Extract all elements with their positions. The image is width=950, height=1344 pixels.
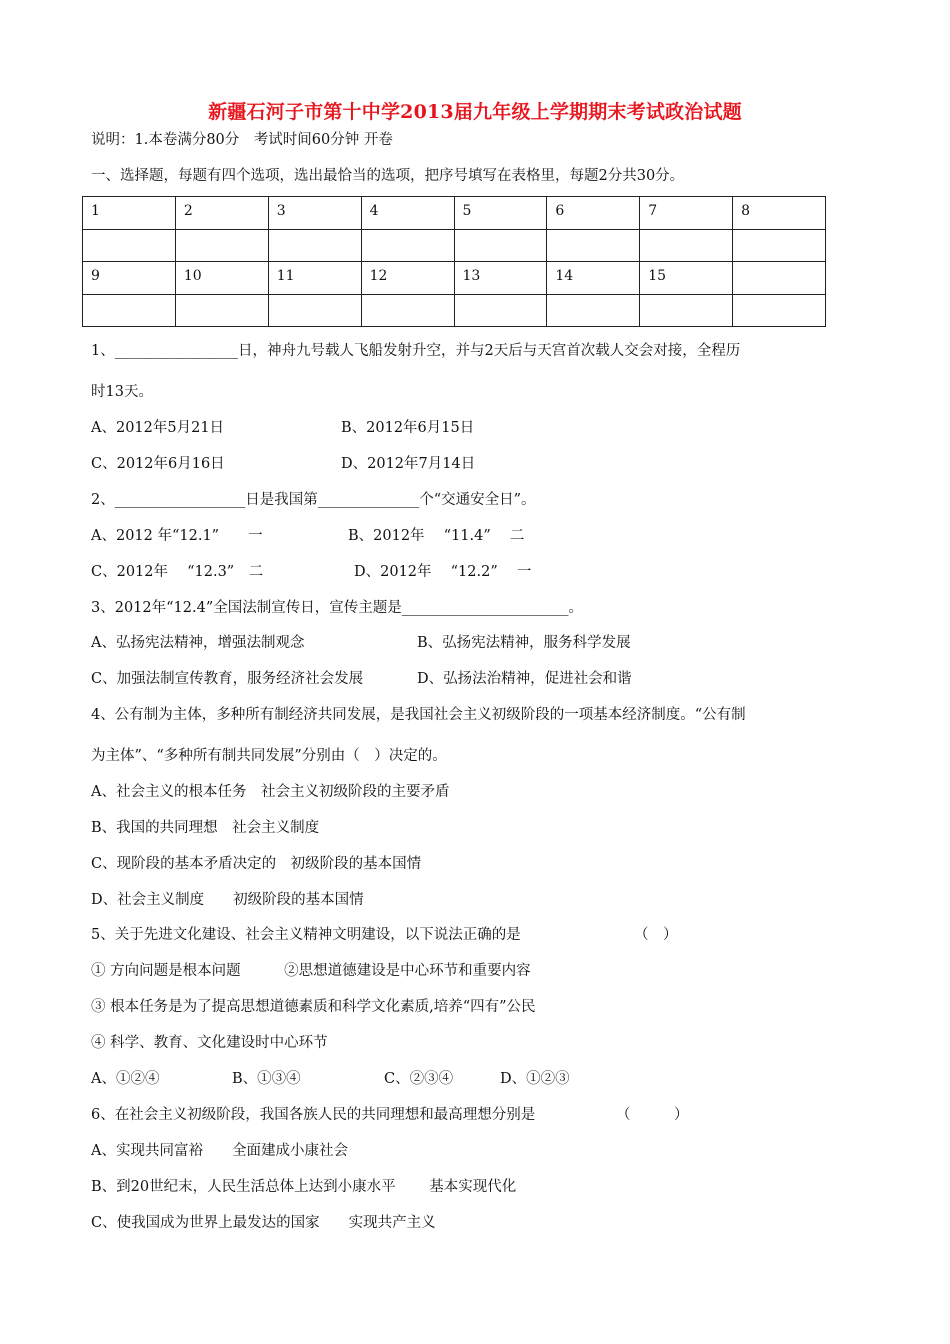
answer-cell[interactable] bbox=[547, 230, 640, 262]
table-cell: 14 bbox=[547, 262, 640, 295]
answer-cell[interactable] bbox=[640, 295, 733, 327]
answer-cell[interactable] bbox=[175, 230, 268, 262]
option-c: C、使我国成为世界上最发达的国家 实现共产主义 bbox=[91, 1215, 436, 1231]
option-b: B、到20世纪末，人民生活总体上达到小康水平 基本实现代化 bbox=[91, 1179, 517, 1195]
answer-cell[interactable] bbox=[547, 295, 640, 327]
option-d: D、2012年 “12.2” 一 bbox=[354, 564, 532, 580]
table-cell bbox=[733, 262, 826, 295]
option-c: C、2012年 “12.3” 二 bbox=[91, 564, 264, 580]
table-row bbox=[83, 197, 826, 230]
table-cell: 12 bbox=[361, 262, 454, 295]
table-row-blank bbox=[83, 230, 826, 262]
option-d: D、①②③ bbox=[500, 1071, 570, 1087]
option-c: C、现阶段的基本矛盾决定的 初级阶段的基本国情 bbox=[91, 856, 422, 872]
answer-cell[interactable] bbox=[361, 295, 454, 327]
table-cell: 4 bbox=[361, 197, 454, 230]
question-4: 4、公有制为主体，多种所有制经济共同发展，是我国社会主义初级阶段的一项基本经济制度。“公有制 bbox=[91, 707, 746, 723]
option-a: A、①②④ bbox=[91, 1071, 160, 1087]
answer-cell[interactable] bbox=[175, 295, 268, 327]
answer-cell[interactable] bbox=[454, 230, 547, 262]
table-cell: 2 bbox=[175, 197, 268, 230]
table-row bbox=[83, 262, 826, 295]
question-4-cont: 为主体”、“多种所有制共同发展”分别由（ ）决定的。 bbox=[91, 748, 447, 764]
statement-1-2: ① 方向问题是根本问题 ②思想道德建设是中心环节和重要内容 bbox=[91, 963, 531, 979]
option-d: D、社会主义制度 初级阶段的基本国情 bbox=[91, 892, 364, 908]
question-2: 2、__________________日是我国第______________个“交通安全日”。 bbox=[91, 492, 536, 508]
option-b: B、2012年 “11.4” 二 bbox=[348, 528, 525, 544]
exam-note: 说明：1.本卷满分80分 考试时间60分钟 开卷 bbox=[91, 132, 393, 148]
table-cell: 1 bbox=[83, 197, 176, 230]
table-cell: 10 bbox=[175, 262, 268, 295]
section-heading: 一、选择题，每题有四个选项，选出最恰当的选项，把序号填写在表格里，每题2分共30分。 bbox=[91, 168, 685, 184]
option-b: B、①③④ bbox=[232, 1071, 301, 1087]
question-5: 5、关于先进文化建设、社会主义精神文明建设，以下说法正确的是 bbox=[91, 927, 521, 943]
answer-cell[interactable] bbox=[361, 230, 454, 262]
option-b: B、2012年6月15日 bbox=[341, 420, 475, 436]
statement-3: ③ 根本任务是为了提高思想道德素质和科学文化素质,培养“四有”公民 bbox=[91, 999, 536, 1015]
option-c: C、2012年6月16日 bbox=[91, 456, 225, 472]
question-1-cont: 时13天。 bbox=[91, 384, 153, 400]
answer-cell[interactable] bbox=[733, 295, 826, 327]
option-b: B、弘扬宪法精神，服务科学发展 bbox=[417, 635, 631, 651]
table-cell: 11 bbox=[268, 262, 361, 295]
option-c: C、②③④ bbox=[384, 1071, 454, 1087]
table-cell: 6 bbox=[547, 197, 640, 230]
table-cell: 7 bbox=[640, 197, 733, 230]
answer-cell[interactable] bbox=[640, 230, 733, 262]
question-6: 6、在社会主义初级阶段，我国各族人民的共同理想和最高理想分别是 bbox=[91, 1107, 536, 1123]
answer-paren: （ ） bbox=[616, 1107, 689, 1123]
answer-paren: （ ） bbox=[634, 927, 678, 943]
answer-cell[interactable] bbox=[733, 230, 826, 262]
answer-cell[interactable] bbox=[268, 295, 361, 327]
option-d: D、弘扬法治精神，促进社会和谐 bbox=[417, 671, 632, 687]
question-3: 3、2012年“12.4”全国法制宣传日，宣传主题是_______________________。 bbox=[91, 600, 583, 616]
option-a: A、社会主义的根本任务 社会主义初级阶段的主要矛盾 bbox=[91, 784, 450, 800]
table-cell: 5 bbox=[454, 197, 547, 230]
answer-cell[interactable] bbox=[454, 295, 547, 327]
option-a: A、2012 年“12.1” 一 bbox=[91, 528, 263, 544]
page-title: 新疆石河子市第十中学2013届九年级上学期期末考试政治试题 bbox=[208, 101, 742, 123]
answer-cell[interactable] bbox=[83, 230, 176, 262]
answer-table bbox=[82, 196, 826, 327]
table-cell: 15 bbox=[640, 262, 733, 295]
question-1: 1、_________________日，神舟九号载人飞船发射升空，并与2天后与天宫首次载人交会对接，全程历 bbox=[91, 343, 741, 359]
option-a: A、弘扬宪法精神，增强法制观念 bbox=[91, 635, 305, 651]
option-c: C、加强法制宣传教育，服务经济社会发展 bbox=[91, 671, 364, 687]
statement-4: ④ 科学、教育、文化建设时中心环节 bbox=[91, 1035, 328, 1051]
answer-cell[interactable] bbox=[83, 295, 176, 327]
option-d: D、2012年7月14日 bbox=[341, 456, 476, 472]
table-cell: 8 bbox=[733, 197, 826, 230]
table-cell: 3 bbox=[268, 197, 361, 230]
answer-cell[interactable] bbox=[268, 230, 361, 262]
option-a: A、2012年5月21日 bbox=[91, 420, 225, 436]
table-row-blank bbox=[83, 295, 826, 327]
table-cell: 13 bbox=[454, 262, 547, 295]
option-a: A、实现共同富裕 全面建成小康社会 bbox=[91, 1143, 348, 1159]
table-cell: 9 bbox=[83, 262, 176, 295]
option-b: B、我国的共同理想 社会主义制度 bbox=[91, 820, 320, 836]
